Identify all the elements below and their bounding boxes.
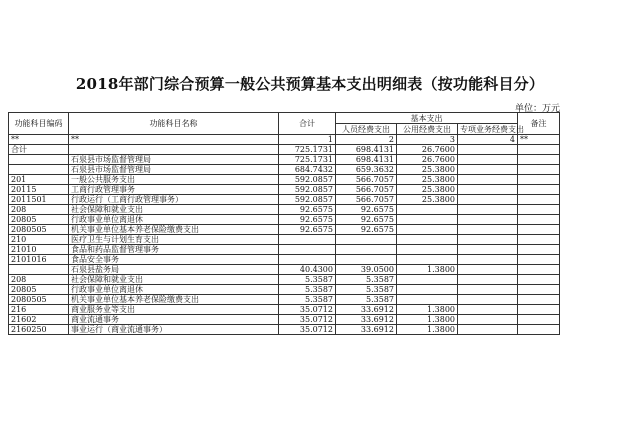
note-cell [518,315,560,325]
public-cell [397,205,458,215]
personnel-cell: 566.7057 [336,195,397,205]
personnel-cell: 92.6575 [336,225,397,235]
name-cell: 石泉县市场监督管理局 [69,165,279,175]
index-cell: ** [9,135,69,145]
public-cell: 26.7600 [397,145,458,155]
total-cell: 592.0857 [279,195,336,205]
personnel-cell: 5.3587 [336,285,397,295]
header-name: 功能科目名称 [69,113,279,135]
index-cell: 2 [336,135,397,145]
table-row [9,305,560,315]
total-cell: 725.1731 [279,155,336,165]
table-row [9,225,560,235]
code-cell: 2080505 [9,225,69,235]
public-cell: 25.3800 [397,195,458,205]
special-cell [458,225,518,235]
public-cell: 26.7600 [397,155,458,165]
code-cell: 210 [9,235,69,245]
total-cell: 592.0857 [279,185,336,195]
table-row [9,255,560,265]
personnel-cell: 33.6912 [336,305,397,315]
note-cell [518,155,560,165]
personnel-cell: 5.3587 [336,275,397,285]
public-cell: 25.3800 [397,175,458,185]
public-cell [397,245,458,255]
page-title: 2018年部门综合预算一般公共预算基本支出明细表（按功能科目分） [75,75,545,93]
name-cell: 机关事业单位基本养老保险缴费支出 [69,295,279,305]
special-cell [458,305,518,315]
table-row [9,145,560,155]
table-row [9,195,560,205]
public-cell [397,275,458,285]
index-cell: 4 [458,135,518,145]
special-cell [458,215,518,225]
personnel-cell: 566.7057 [336,175,397,185]
name-cell: 商业流通事务 [69,315,279,325]
code-cell: 2160250 [9,325,69,335]
total-cell: 40.4300 [279,265,336,275]
code-cell: 2101016 [9,255,69,265]
total-cell: 5.3587 [279,295,336,305]
special-cell [458,185,518,195]
header-row [9,113,560,124]
name-cell [69,145,279,155]
note-cell [518,185,560,195]
header-special: 专项业务经费支出 [458,124,518,135]
personnel-cell [336,255,397,265]
table-row [9,285,560,295]
special-cell [458,235,518,245]
code-cell [9,165,69,175]
public-cell [397,255,458,265]
total-cell: 684.7432 [279,165,336,175]
personnel-cell: 92.6575 [336,215,397,225]
note-cell [518,165,560,175]
table-row [9,235,560,245]
name-cell: 行政事业单位离退休 [69,215,279,225]
total-cell: 5.3587 [279,275,336,285]
note-cell [518,235,560,245]
personnel-cell: 39.0500 [336,265,397,275]
public-cell: 25.3800 [397,165,458,175]
public-cell: 25.3800 [397,185,458,195]
index-cell: 3 [397,135,458,145]
public-cell [397,295,458,305]
name-cell: 社会保障和就业支出 [69,205,279,215]
name-cell: 一般公共服务支出 [69,175,279,185]
note-cell [518,225,560,235]
total-cell: 35.0712 [279,305,336,315]
header-note: 备注 [518,113,560,135]
code-cell: 208 [9,205,69,215]
table-row [9,215,560,225]
unit-label: 单位：万元 [514,104,560,114]
table-row [9,325,560,335]
code-cell: 合计 [9,145,69,155]
table-row [9,165,560,175]
personnel-cell: 33.6912 [336,315,397,325]
note-cell [518,205,560,215]
table-row [9,155,560,165]
name-cell: 商业服务业等支出 [69,305,279,315]
personnel-cell: 92.6575 [336,205,397,215]
name-cell: 事业运行（商业流通事务） [69,325,279,335]
note-cell [518,195,560,205]
table-row [9,275,560,285]
total-cell: 35.0712 [279,325,336,335]
name-cell: 食品安全事务 [69,255,279,265]
name-cell: 行政事业单位离退休 [69,285,279,295]
header-total: 合计 [279,113,336,135]
total-cell [279,255,336,265]
special-cell [458,325,518,335]
header-public: 公用经费支出 [397,124,458,135]
index-row [9,135,560,145]
special-cell [458,255,518,265]
table-row [9,205,560,215]
code-cell: 2011501 [9,195,69,205]
code-cell: 201 [9,175,69,185]
table-row [9,315,560,325]
table-row [9,245,560,255]
total-cell: 725.1731 [279,145,336,155]
table-row [9,265,560,275]
name-cell: 社会保障和就业支出 [69,275,279,285]
code-cell: 216 [9,305,69,315]
code-cell: 21602 [9,315,69,325]
note-cell [518,295,560,305]
note-cell [518,275,560,285]
special-cell [458,195,518,205]
note-cell [518,285,560,295]
special-cell [458,175,518,185]
note-cell [518,325,560,335]
name-cell: 石泉县盐务局 [69,265,279,275]
special-cell [458,275,518,285]
header-personnel: 人员经费支出 [336,124,397,135]
special-cell [458,145,518,155]
note-cell [518,175,560,185]
personnel-cell: 698.4131 [336,155,397,165]
total-cell: 5.3587 [279,285,336,295]
personnel-cell: 5.3587 [336,295,397,305]
name-cell: 石泉县市场监督管理局 [69,155,279,165]
code-cell: 20805 [9,215,69,225]
special-cell [458,205,518,215]
public-cell [397,225,458,235]
personnel-cell: 33.6912 [336,325,397,335]
header-basic: 基本支出 [336,113,518,124]
total-cell [279,235,336,245]
personnel-cell: 698.4131 [336,145,397,155]
special-cell [458,265,518,275]
name-cell: 食品和药品监督管理事务 [69,245,279,255]
total-cell: 35.0712 [279,315,336,325]
personnel-cell [336,245,397,255]
total-cell [279,245,336,255]
header-code: 功能科目编码 [9,113,69,135]
special-cell [458,285,518,295]
public-cell [397,235,458,245]
table-row [9,175,560,185]
note-cell [518,245,560,255]
total-cell: 92.6575 [279,205,336,215]
total-cell: 92.6575 [279,225,336,235]
budget-table [8,112,560,335]
public-cell: 1.3800 [397,315,458,325]
public-cell: 1.3800 [397,265,458,275]
table-row [9,185,560,195]
note-cell [518,255,560,265]
special-cell [458,315,518,325]
personnel-cell [336,235,397,245]
code-cell [9,265,69,275]
name-cell: 行政运行（工商行政管理事务） [69,195,279,205]
public-cell [397,215,458,225]
note-cell [518,305,560,315]
code-cell: 20805 [9,285,69,295]
personnel-cell: 566.7057 [336,185,397,195]
total-cell: 592.0857 [279,175,336,185]
public-cell: 1.3800 [397,325,458,335]
code-cell: 20115 [9,185,69,195]
special-cell [458,245,518,255]
index-cell: 1 [279,135,336,145]
special-cell [458,165,518,175]
name-cell: 机关事业单位基本养老保险缴费支出 [69,225,279,235]
note-cell [518,145,560,155]
public-cell: 1.3800 [397,305,458,315]
code-cell [9,155,69,165]
total-cell: 92.6575 [279,215,336,225]
code-cell: 208 [9,275,69,285]
public-cell [397,285,458,295]
table-row [9,295,560,305]
name-cell: 医疗卫生与计划生育支出 [69,235,279,245]
note-cell [518,215,560,225]
index-cell: ** [69,135,279,145]
note-cell [518,265,560,275]
code-cell: 2080505 [9,295,69,305]
special-cell [458,155,518,165]
code-cell: 21010 [9,245,69,255]
name-cell: 工商行政管理事务 [69,185,279,195]
personnel-cell: 659.3632 [336,165,397,175]
special-cell [458,295,518,305]
index-cell: ** [518,135,560,145]
